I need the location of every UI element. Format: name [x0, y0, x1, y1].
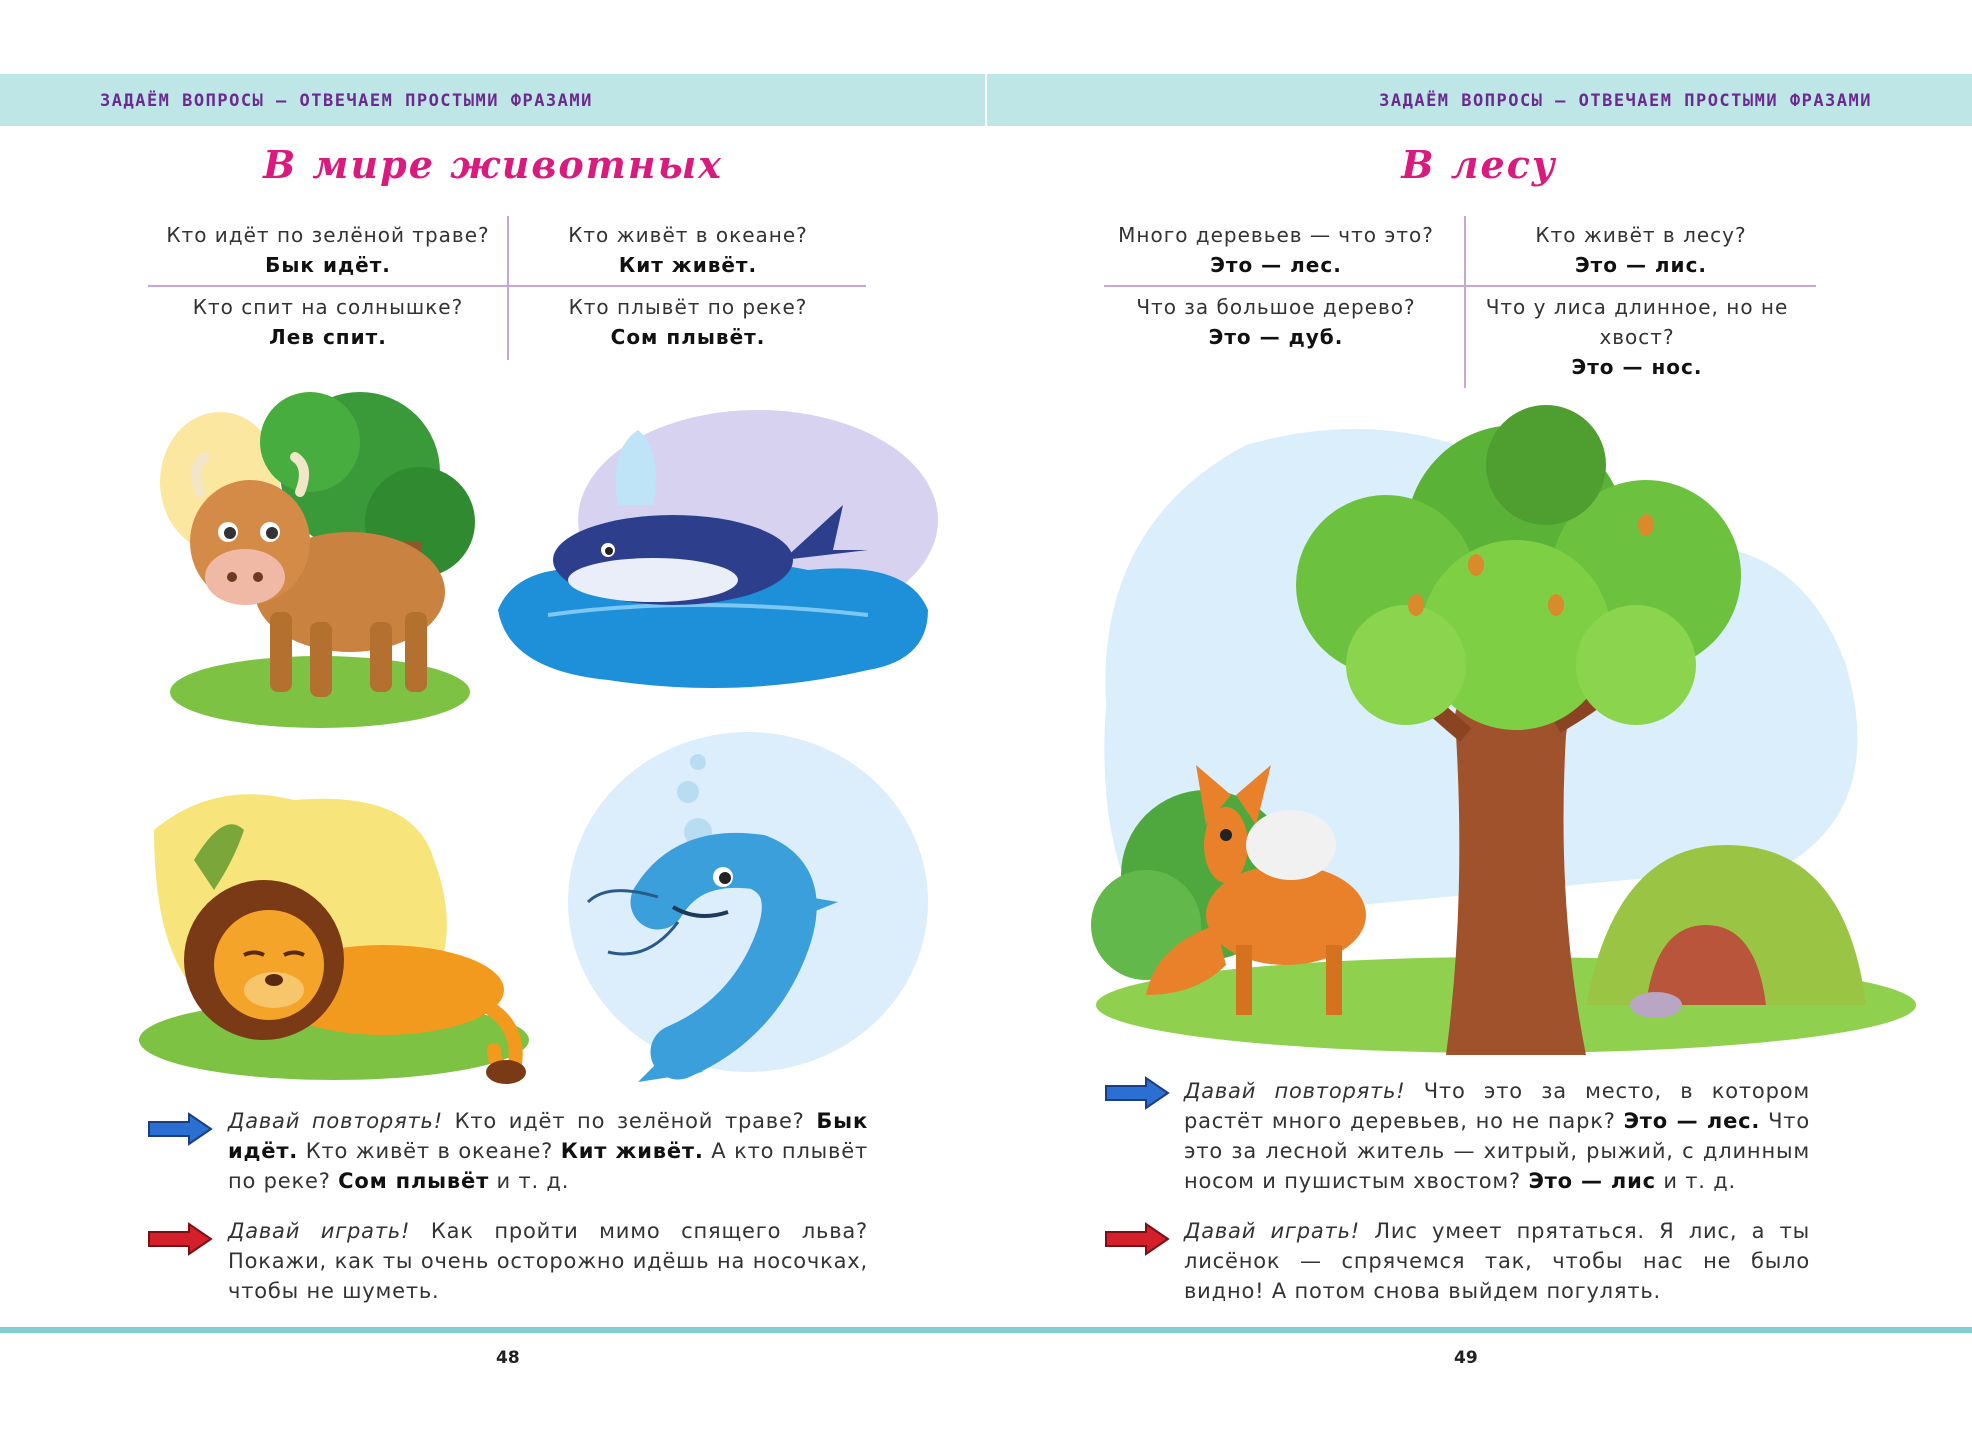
text-span: А кто плывёт по реке? — [228, 1139, 868, 1193]
repeat-label: Давай повторять! — [228, 1109, 443, 1133]
blue-arrow-icon — [147, 1112, 213, 1146]
repeat-paragraph — [1184, 1076, 1810, 1196]
question: Кто живёт в океане? — [568, 223, 808, 247]
answer: Это — лес. — [1210, 253, 1342, 277]
running-header: ЗАДАЁМ ВОПРОСЫ — ОТВЕЧАЕМ ПРОСТЫМИ ФРАЗАМИ — [100, 91, 593, 111]
answer: Это — дуб. — [1208, 325, 1344, 349]
table-divider-horizontal — [148, 285, 866, 287]
text-span: Кто идёт по зелёной траве? — [442, 1109, 817, 1133]
qa-cell — [1472, 292, 1802, 382]
qa-cell — [148, 292, 508, 352]
page-title: В мире животных — [263, 142, 723, 187]
header-band — [0, 74, 985, 126]
answer: Бык идёт. — [265, 253, 391, 277]
red-arrow-icon — [147, 1222, 213, 1256]
red-arrow-icon — [1104, 1222, 1170, 1256]
whale-illustration — [488, 410, 938, 700]
bull-illustration — [160, 372, 480, 732]
page-number: 48 — [496, 1348, 520, 1368]
answer: Лев спит. — [269, 325, 387, 349]
catfish-illustration — [548, 732, 928, 1092]
answer: Кит живёт. — [618, 253, 758, 277]
bottom-rule — [0, 1327, 1972, 1333]
bold-span: Бык идёт. — [228, 1109, 869, 1163]
table-divider-horizontal — [1104, 285, 1816, 287]
bold-span: Это — лес. — [1623, 1109, 1761, 1133]
question: Кто живёт в лесу? — [1535, 223, 1747, 247]
question: Кто идёт по зелёной траве? — [166, 223, 490, 247]
text-span: Что это за место, в котором растёт много деревьев, но не парк? — [1184, 1079, 1810, 1133]
bold-span: Это — лис — [1528, 1169, 1656, 1193]
play-label: Давай играть! — [228, 1219, 411, 1243]
running-header: ЗАДАЁМ ВОПРОСЫ — ОТВЕЧАЕМ ПРОСТЫМИ ФРАЗАМИ — [1379, 91, 1872, 111]
table-divider-vertical — [1464, 216, 1466, 388]
text-span: и т. д. — [489, 1169, 570, 1193]
play-paragraph — [1184, 1216, 1810, 1306]
text-span: Лис умеет прятаться. Я лис, а ты лисёнок — спрячемся так, чтобы нас не было видно! А потом снова выйдем погулять. — [1184, 1219, 1811, 1303]
question: Много деревьев — что это? — [1118, 223, 1434, 247]
question: Кто спит на солнышке? — [192, 295, 464, 319]
qa-cell — [510, 220, 866, 280]
qa-cell — [148, 220, 508, 280]
qa-cell — [1104, 220, 1448, 280]
play-label: Давай играть! — [1184, 1219, 1360, 1243]
question: Кто плывёт по реке? — [568, 295, 808, 319]
text-span: и т. д. — [1655, 1169, 1737, 1193]
bold-span: Кит живёт. — [560, 1139, 704, 1163]
repeat-label: Давай повторять! — [1184, 1079, 1406, 1103]
bold-span: Сом плывёт — [338, 1169, 490, 1193]
qa-cell — [1104, 292, 1448, 352]
forest-illustration — [1086, 405, 1916, 1055]
text-span: Что это за лесной житель — хитрый, рыжий, с длинным носом и пушистым хвостом? — [1184, 1109, 1810, 1193]
play-paragraph — [228, 1216, 868, 1306]
right-page — [986, 0, 1972, 1446]
answer: Это — нос. — [1571, 355, 1703, 379]
repeat-paragraph — [228, 1106, 868, 1196]
question: Что за большое дерево? — [1136, 295, 1416, 319]
text-span: Как пройти мимо спящего льва? Покажи, как ты очень осторожно идёшь на носочках, чтобы не шуметь. — [228, 1219, 869, 1303]
page-number: 49 — [1454, 1348, 1478, 1368]
lion-illustration — [134, 770, 554, 1090]
header-band — [987, 74, 1972, 126]
question: Что у лиса длинное, но не хвост? — [1485, 295, 1789, 349]
page-title: В лесу — [1401, 142, 1557, 187]
answer: Это — лис. — [1574, 253, 1708, 277]
qa-cell — [510, 292, 866, 352]
table-divider-vertical — [507, 216, 509, 360]
qa-cell — [1466, 220, 1816, 280]
text-span: Кто живёт в океане? — [298, 1139, 561, 1163]
blue-arrow-icon — [1104, 1076, 1170, 1110]
answer: Сом плывёт. — [610, 325, 766, 349]
